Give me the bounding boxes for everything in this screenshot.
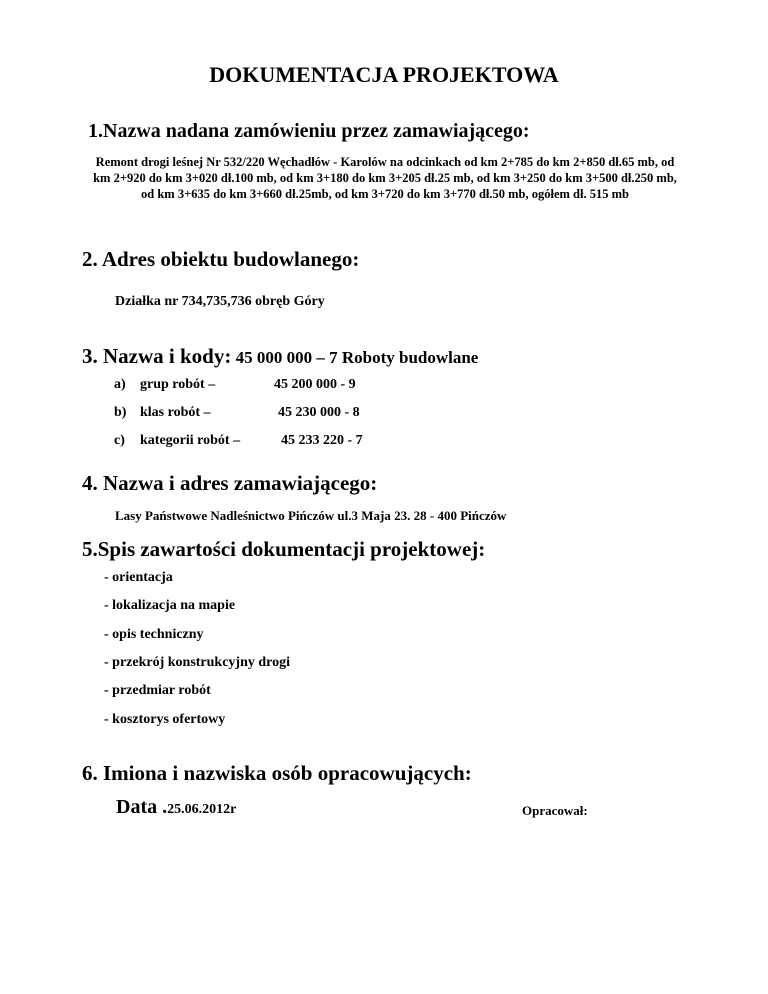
contents-item: - orientacja xyxy=(104,570,173,585)
section-3-heading xyxy=(82,344,478,369)
section-1-body: Remont drogi leśnej Nr 532/220 Węchadłów - Karolów na odcinkach od km 2+785 do km 2+850 dł.65 mb, od km 2+920 do km 3+020 dł.100 mb, od km 3+180 do km 3+205 dł.25 mb, od km 3+250 do km 3+500 dł.250 mb, od km 3+635 do km 3+660 dł.25mb, od km 3+720 do km 3+770 dł.50 mb, ogółem dł. 515 mb xyxy=(93,155,677,201)
code-item-code: 45 230 000 - 8 xyxy=(278,405,360,420)
code-item-marker: a) xyxy=(114,377,126,392)
contents-item: - lokalizacja na mapie xyxy=(104,598,236,613)
code-item-code: 45 200 000 - 9 xyxy=(274,377,356,392)
contents-item: - kosztorys ofertowy xyxy=(104,712,226,727)
contents-item: - opis techniczny xyxy=(104,627,204,642)
code-item-marker: c) xyxy=(114,433,125,448)
section-5-heading: 5.Spis zawartości dokumentacji projektowej: xyxy=(82,537,486,561)
code-item-code: 45 233 220 - 7 xyxy=(281,433,363,448)
code-item-marker: b) xyxy=(114,405,127,420)
contents-item: - przekrój konstrukcyjny drogi xyxy=(104,655,291,670)
code-item-c xyxy=(114,433,363,449)
date-row xyxy=(116,796,236,819)
section-1-heading: 1.Nazwa nadana zamówieniu przez zamawiającego: xyxy=(88,120,530,142)
code-item-label: grup robót – xyxy=(140,377,216,392)
section-2-heading: 2. Adres obiektu budowlanego: xyxy=(82,247,360,271)
section-4-heading: 4. Nazwa i adres zamawiającego: xyxy=(82,471,378,495)
code-item-a xyxy=(114,377,356,393)
section-4-body: Lasy Państwowe Nadleśnictwo Pińczów ul.3 Maja 23. 28 - 400 Pińczów xyxy=(115,508,507,523)
section-6-heading: 6. Imiona i nazwiska osób opracowujących: xyxy=(82,761,472,785)
section-3-heading-prefix: 3. Nazwa i kody: xyxy=(82,344,232,368)
section-3-heading-rest: 45 000 000 – 7 Roboty budowlane xyxy=(231,348,479,367)
contents-item: - przedmiar robót xyxy=(104,683,211,698)
code-item-b xyxy=(114,405,360,421)
code-item-label: klas robót – xyxy=(140,405,211,420)
date-label: Data . xyxy=(116,796,168,818)
prepared-by-label: Opracował: xyxy=(522,803,588,818)
section-2-body: Działka nr 734,735,736 obręb Góry xyxy=(115,294,325,309)
document-title: DOKUMENTACJA PROJEKTOWA xyxy=(209,62,559,87)
date-value: 25.06.2012r xyxy=(167,802,237,817)
code-item-label: kategorii robót – xyxy=(140,433,241,448)
